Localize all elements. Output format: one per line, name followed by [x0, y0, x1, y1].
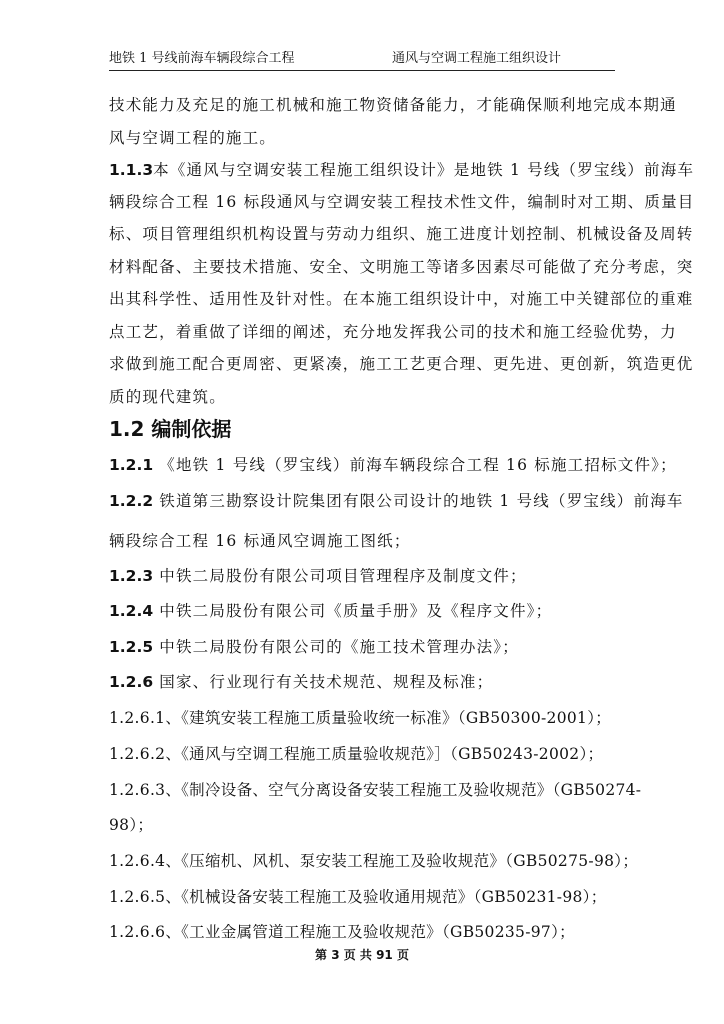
clause-number: 1.2.5	[109, 638, 154, 656]
list-item-text: 中铁二局股份有限公司的《施工技术管理办法》；	[159, 638, 519, 656]
page-number: 第 3 页 共 91 页	[315, 948, 409, 962]
standard-item: 1.2.6.2、《通风与空调工程施工质量验收规范》］（GB50243-2002）；	[109, 745, 604, 763]
clause-number: 1.1.3	[109, 161, 154, 179]
page-header	[109, 50, 615, 68]
list-item	[109, 637, 615, 657]
standard-item-continuation: 98）；	[109, 816, 154, 834]
list-item	[109, 455, 677, 475]
list-item-text: 《地铁 1 号线（罗宝线）前海车辆段综合工程 16 标施工招标文件》；	[159, 456, 677, 474]
list-item-text: 国家、行业现行有关技术规范、规程及标准；	[159, 673, 494, 691]
list-item	[109, 566, 615, 586]
paragraph-text: 本《通风与空调安装工程施工组织设计》是地铁 1 号线（罗宝线）前海车	[153, 161, 695, 179]
standard-item: 1.2.6.6、《工业金属管道工程施工及验收规范》（GB50235-97）；	[109, 923, 575, 941]
header-rule	[109, 70, 615, 71]
clause-number: 1.2.1	[109, 456, 154, 474]
paragraph-line: 技术能力及充足的施工机械和施工物资储备能力，才能确保顺利地完成本期通	[109, 96, 677, 114]
standard-item: 1.2.6.1、《建筑安装工程施工质量验收统一标准》（GB50300-2001）；	[109, 709, 612, 727]
clause-number: 1.2.2	[109, 492, 154, 510]
paragraph-line: 风与空调工程的施工。	[109, 129, 277, 147]
paragraph-1-1-3-first-line	[109, 160, 695, 180]
standard-item: 1.2.6.3、《制冷设备、空气分离设备安装工程施工及验收规范》（GB50274-	[109, 781, 642, 799]
paragraph-line: 求做到施工配合更周密、更紧凑，施工工艺更合理、更先进、更创新，筑造更优	[109, 355, 694, 373]
list-item	[109, 601, 615, 621]
paragraph-line: 点工艺，着重做了详细的阐述，充分地发挥我公司的技术和施工经验优势，力	[109, 323, 677, 341]
paragraph-line: 材料配备、主要技术措施、安全、文明施工等诸多因素尽可能做了充分考虑，突	[109, 258, 694, 276]
paragraph-line: 辆段综合工程 16 标段通风与空调安装工程技术性文件，编制时对工期、质量目	[109, 193, 695, 211]
header-project-title: 地铁 1 号线前海车辆段综合工程	[109, 51, 295, 66]
standard-item: 1.2.6.5、《机械设备安装工程施工及验收通用规范》（GB50231-98）；	[109, 888, 607, 906]
list-item-text: 中铁二局股份有限公司项目管理程序及制度文件；	[159, 567, 527, 585]
clause-number: 1.2.4	[109, 602, 154, 620]
standard-item: 1.2.6.4、《压缩机、风机、泵安装工程施工及验收规范》（GB50275-98）；	[109, 852, 639, 870]
list-item	[109, 672, 615, 692]
paragraph-line: 出其科学性、适用性及针对性。在本施工组织设计中，对施工中关键部位的重难	[109, 290, 694, 308]
list-item-text: 中铁二局股份有限公司《质量手册》及《程序文件》；	[159, 602, 553, 620]
section-heading: 1.2 编制依据	[109, 417, 232, 441]
list-item	[109, 491, 684, 511]
paragraph-line: 质的现代建筑。	[109, 388, 226, 406]
list-item-text: 铁道第三勘察设计院集团有限公司设计的地铁 1 号线（罗宝线）前海车	[159, 492, 684, 510]
header-document-title: 通风与空调工程施工组织设计	[392, 51, 562, 66]
list-item-continuation: 辆段综合工程 16 标通风空调施工图纸；	[109, 532, 411, 550]
clause-number: 1.2.3	[109, 567, 154, 585]
clause-number: 1.2.6	[109, 673, 154, 691]
paragraph-line: 标、项目管理组织机构设置与劳动力组织、施工进度计划控制、机械设备及周转	[109, 225, 694, 243]
